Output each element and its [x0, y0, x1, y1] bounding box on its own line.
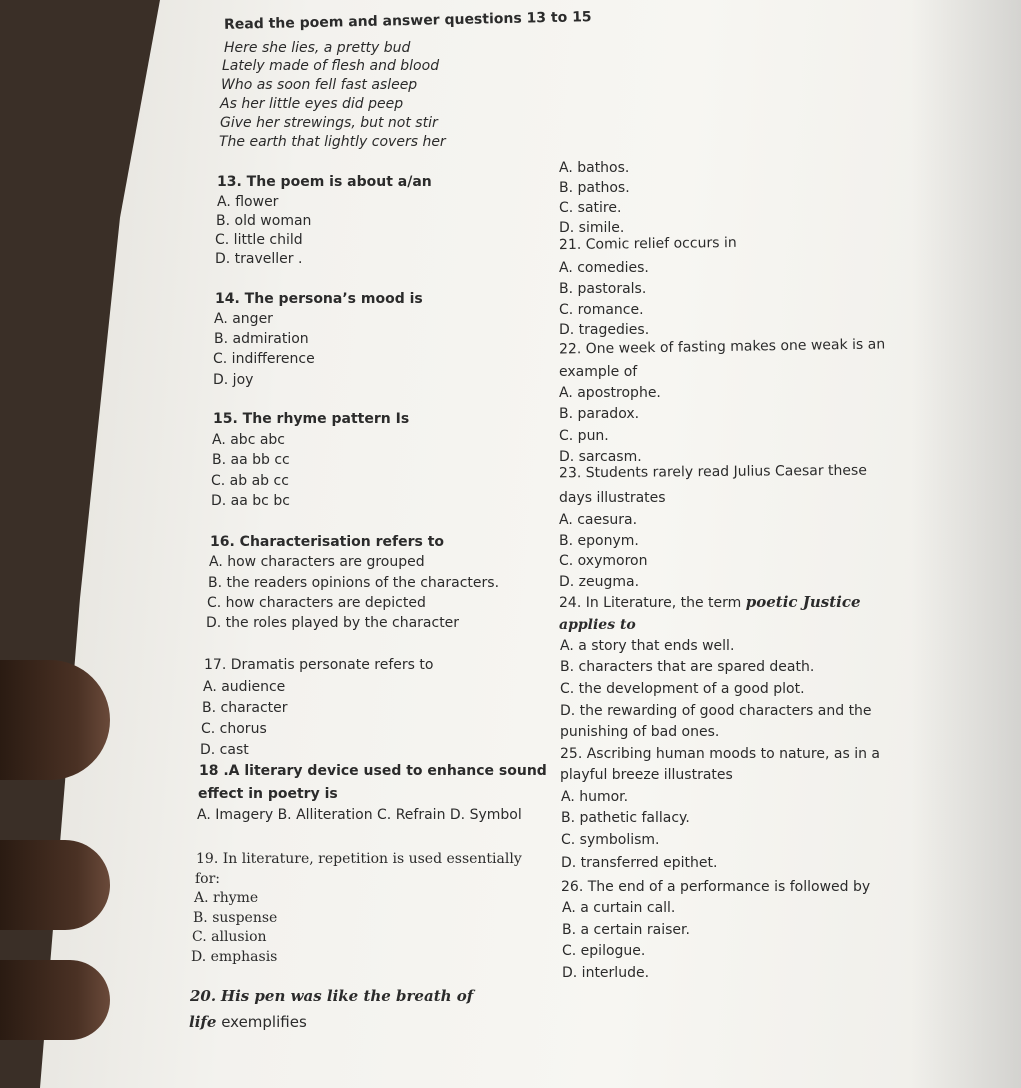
question-17: 17. Dramatis personate refers to	[204, 657, 434, 673]
option-cont: punishing of bad ones.	[560, 724, 720, 740]
option: A. comedies.	[559, 260, 649, 276]
question-19: 19. In literature, repetition is used essentially	[196, 851, 522, 867]
option: B. pathetic fallacy.	[561, 810, 690, 826]
option: D. transferred epithet.	[561, 855, 718, 871]
instruction: Read the poem and answer questions 13 to 15	[223, 9, 592, 33]
option: A. humor.	[561, 789, 629, 805]
option: B. the readers opinions of the characters.	[208, 575, 500, 591]
option: C. how characters are depicted	[207, 595, 426, 611]
option: D. traveller .	[215, 251, 303, 267]
option: D. aa bc bc	[211, 493, 290, 509]
option: B. a certain raiser.	[562, 922, 690, 938]
option: D. tragedies.	[559, 322, 650, 338]
option: B. paradox.	[559, 406, 640, 422]
option: A. rhyme	[194, 890, 259, 906]
option: C. satire.	[559, 200, 622, 216]
question-19-cont: for:	[195, 871, 221, 887]
option: B. pathos.	[559, 180, 630, 196]
question-15: 15. The rhyme pattern Is	[213, 411, 410, 427]
question-23-cont: days illustrates	[559, 490, 666, 506]
option: A. a curtain call.	[562, 900, 676, 916]
option: A. audience	[203, 679, 286, 695]
option: A. apostrophe.	[559, 385, 661, 401]
option: C. epilogue.	[562, 943, 646, 959]
question-16: 16. Characterisation refers to	[210, 534, 445, 550]
option: C. the development of a good plot.	[560, 681, 805, 697]
option: D. cast	[200, 742, 249, 758]
option: A. how characters are grouped	[209, 554, 425, 570]
option: B. old woman	[216, 213, 312, 229]
question-24	[559, 594, 861, 611]
option: B. eponym.	[559, 533, 639, 549]
option: D. the roles played by the character	[206, 615, 460, 631]
question-25: 25. Ascribing human moods to nature, as in a	[560, 746, 880, 762]
poem-line: As her little eyes did peep	[220, 96, 404, 112]
option: D. emphasis	[191, 949, 278, 965]
poem-line: Lately made of flesh and blood	[222, 58, 440, 74]
option: A. bathos.	[559, 160, 630, 176]
question-25-cont: playful breeze illustrates	[560, 767, 733, 783]
finger-2	[0, 840, 110, 930]
exam-paper	[40, 0, 1021, 1088]
option: B. aa bb cc	[212, 452, 290, 468]
option: C. oxymoron	[559, 553, 648, 569]
question-20-quote-end: life	[189, 1013, 217, 1031]
poem-line: Here she lies, a pretty bud	[224, 40, 411, 56]
option: B. character	[202, 700, 288, 716]
question-22: 22. One week of fasting makes one weak is an	[558, 336, 886, 358]
option: A. flower	[217, 194, 279, 210]
question-18: 18 .A literary device used to enhance sound	[199, 763, 547, 779]
question-23: 23. Students rarely read Julius Caesar these	[558, 462, 867, 482]
option: A. abc abc	[212, 432, 286, 448]
question-20	[190, 988, 473, 1005]
option: A. anger	[214, 311, 273, 327]
question-14: 14. The persona’s mood is	[215, 291, 423, 307]
poem-line: Who as soon fell fast asleep	[221, 77, 418, 93]
option: C. pun.	[559, 428, 609, 444]
question-24-term: poetic Justice	[745, 593, 861, 611]
question-20-cont	[189, 1014, 307, 1031]
option: D. simile.	[559, 220, 625, 236]
paper-shadow	[911, 0, 1021, 1088]
option: A. caesura.	[559, 512, 638, 528]
question-20-quote: His pen was like the breath of	[220, 987, 474, 1005]
poem-line: Give her strewings, but not stir	[220, 115, 438, 131]
option: C. chorus	[201, 721, 267, 737]
poem-line: The earth that lightly covers her	[219, 134, 446, 150]
option: C. little child	[215, 232, 303, 248]
question-20-rest: exemplifies	[221, 1013, 307, 1031]
option: C. ab ab cc	[211, 473, 289, 489]
option: C. indifference	[213, 351, 315, 367]
option: D. joy	[213, 372, 254, 388]
option: B. suspense	[193, 910, 278, 926]
question-26: 26. The end of a performance is followed by	[561, 879, 871, 895]
question-22-cont: example of	[559, 364, 638, 380]
option: B. pastorals.	[559, 281, 647, 297]
finger-3	[0, 960, 110, 1040]
option: C. romance.	[559, 302, 644, 318]
question-20-number: 20.	[190, 987, 217, 1005]
question-18-cont: effect in poetry is	[198, 786, 338, 802]
option: D. sarcasm.	[559, 449, 642, 465]
question-24-stem: 24. In Literature, the term	[559, 595, 742, 611]
option: D. zeugma.	[559, 574, 640, 590]
option-line: A. Imagery B. Alliteration C. Refrain D. Symbol	[197, 807, 522, 823]
option: D. the rewarding of good characters and the	[560, 703, 872, 719]
option: B. characters that are spared death.	[560, 659, 815, 675]
question-13: 13. The poem is about a/an	[217, 174, 432, 190]
option: C. allusion	[192, 929, 267, 945]
option: C. symbolism.	[561, 832, 660, 848]
option: B. admiration	[214, 331, 309, 347]
question-24-cont: applies to	[559, 617, 636, 633]
option: D. interlude.	[562, 965, 650, 981]
option: A. a story that ends well.	[560, 638, 735, 654]
question-21: 21. Comic relief occurs in	[558, 234, 737, 254]
